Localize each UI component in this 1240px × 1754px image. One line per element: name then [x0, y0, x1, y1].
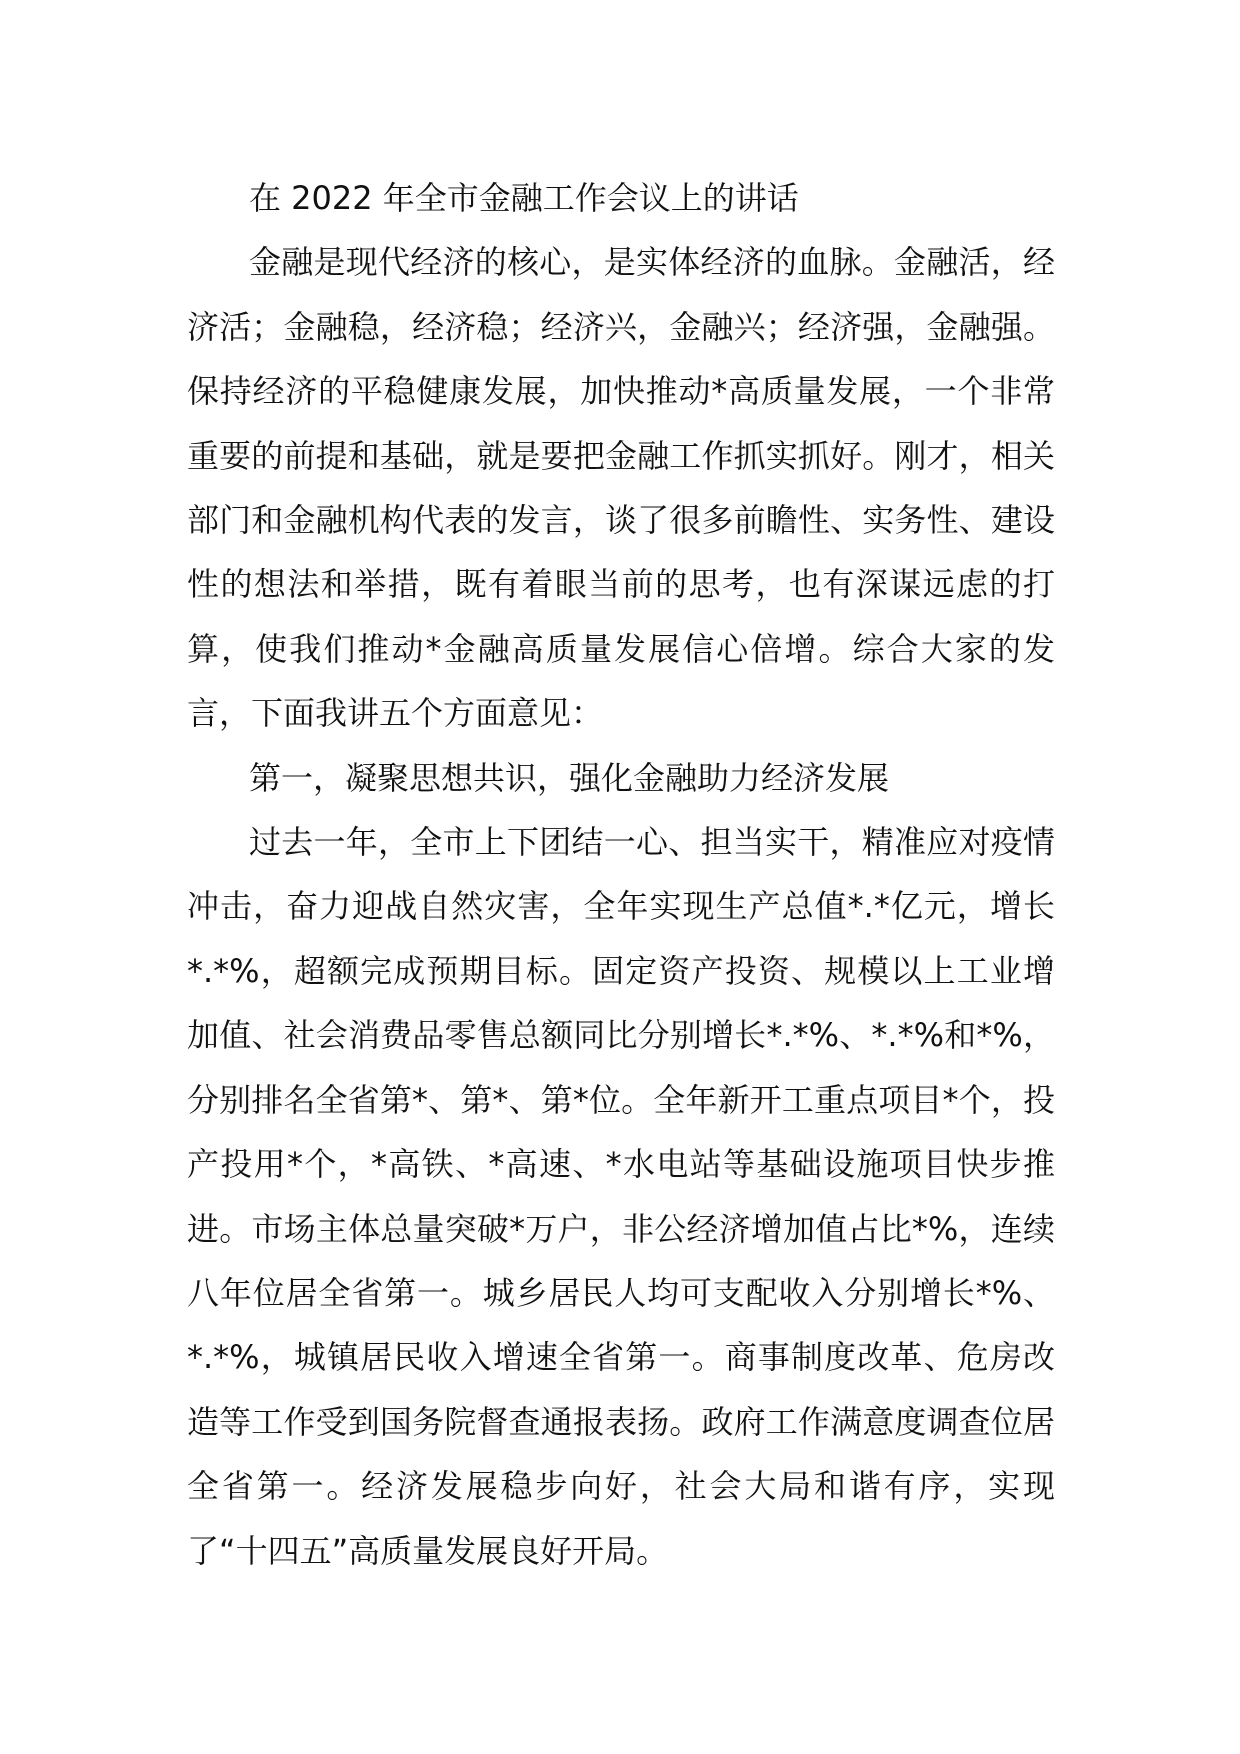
paragraph-review: 过去一年，全市上下团结一心、担当实干，精准应对疫情冲击，奋力迎战自然灾害，全年实现生产总值*.*亿元，增长*.*%，超额完成预期目标。固定资产投资、规模以上工业增加值、社会消费品零售总额同比分别增长*.*%、*.*%和*%，分别排名全省第*、第*、第*位。全年新开工重点项目*个，投产投用*个，*高铁、*高速、*水电站等基础设施项目快步推进。市场主体总量突破*万户，非公经济增加值占比*%，连续八年位居全省第一。城乡居民人均可支配收入分别增长*%、*.*%，城镇居民收入增速全省第一。商事制度改革、危房改造等工作受到国务院督查通报表扬。政府工作满意度调查位居全省第一。经济发展稳步向好，社会大局和谐有序，实现了“十四五”高质量发展良好开局。 — [187, 823, 1055, 1570]
document-title: 在 2022 年全市金融工作会议上的讲话 — [249, 179, 799, 217]
section-heading-first: 第一，凝聚思想共识，强化金融助力经济发展 — [249, 758, 890, 797]
document-body — [187, 166, 1055, 1583]
paragraph-intro: 金融是现代经济的核心，是实体经济的血脉。金融活，经济活；金融稳，经济稳；经济兴，金融兴；经济强，金融强。保持经济的平稳健康发展，加快推动*高质量发展，一个非常重要的前提和基础，就是要把金融工作抓实抓好。刚才，相关部门和金融机构代表的发言，谈了很多前瞻性、实务性、建设性的想法和举措，既有着眼当前的思考，也有深谋远虑的打算，使我们推动*金融高质量发展信心倍增。综合大家的发言，下面我讲五个方面意见： — [187, 243, 1055, 733]
